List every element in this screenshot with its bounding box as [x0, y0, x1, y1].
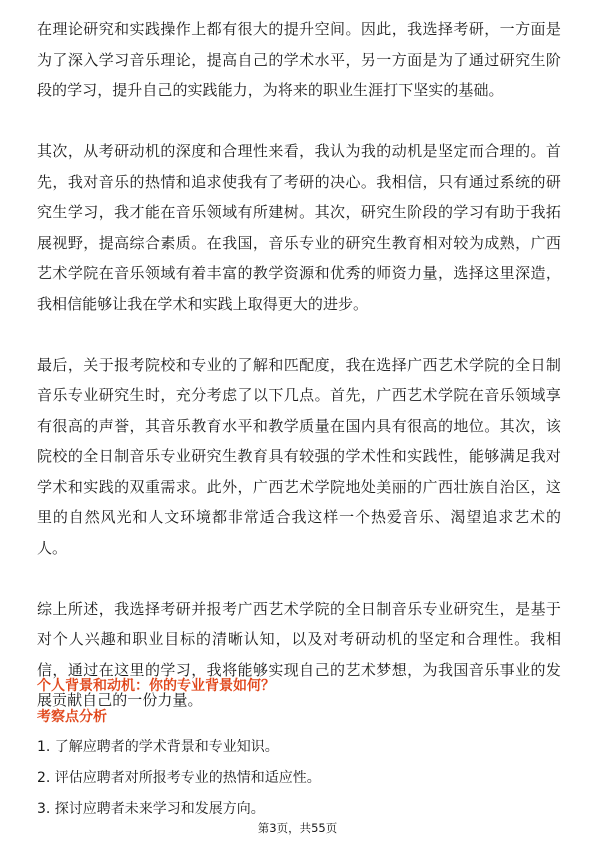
- body-paragraph: 综上所述，我选择考研并报考广西艺术学院的全日制音乐专业研究生，是基于对个人兴趣和职业目标的清晰认知，以及对考研动机的坚定和合理性。我相信，通过在这里的学习，我将能够实现自己的艺术梦想，为我国音乐事业的发展贡献自己的一份力量。: [37, 599, 561, 709]
- body-paragraph: 其次，从考研动机的深度和合理性来看，我认为我的动机是坚定而合理的。首先，我对音乐的热情和追求使我有了考研的决心。我相信，只有通过系统的研究生学习，我才能在音乐领域有所建树。其次，研究生阶段的学习有助于我拓展视野，提高综合素质。在我国，音乐专业的研究生教育相对较为成熟，广西艺术学院在音乐领域有着丰富的教学资源和优秀的师资力量，选择这里深造，我相信能够让我在学术和实践上取得更大的进步。: [37, 142, 561, 313]
- analysis-point: 3. 探讨应聘者未来学习和发展方向。: [37, 801, 265, 817]
- analysis-heading: 考察点分析: [37, 709, 107, 725]
- analysis-point: 2. 评估应聘者对所报考专业的热情和适应性。: [37, 770, 321, 786]
- body-paragraph: 在理论研究和实践操作上都有很大的提升空间。因此，我选择考研，一方面是为了深入学习音乐理论，提高自己的学术水平，另一方面是为了通过研究生阶段的学习，提升自己的实践能力，为将来的职业生涯打下坚实的基础。: [37, 20, 561, 99]
- page-number-footer: 第3页，共55页: [257, 821, 338, 835]
- document-body: [37, 14, 561, 716]
- question-title: 个人背景和动机：你的专业背景如何？: [37, 678, 275, 694]
- body-paragraph: 最后，关于报考院校和专业的了解和匹配度，我在选择广西艺术学院的全日制音乐专业研究生时，充分考虑了以下几点。首先，广西艺术学院在音乐领域享有很高的声誉，其音乐教育水平和教学质量在国内具有很高的地位。其次，该院校的全日制音乐专业研究生教育具有较强的学术性和实践性，能够满足我对学术和实践的双重需求。此外，广西艺术学院地处美丽的广西壮族自治区，这里的自然风光和人文环境都非常适合我这样一个热爱音乐、渴望追求艺术的人。: [37, 355, 561, 557]
- analysis-points-list: [37, 732, 321, 825]
- analysis-point: 1. 了解应聘者的学术背景和专业知识。: [37, 739, 279, 755]
